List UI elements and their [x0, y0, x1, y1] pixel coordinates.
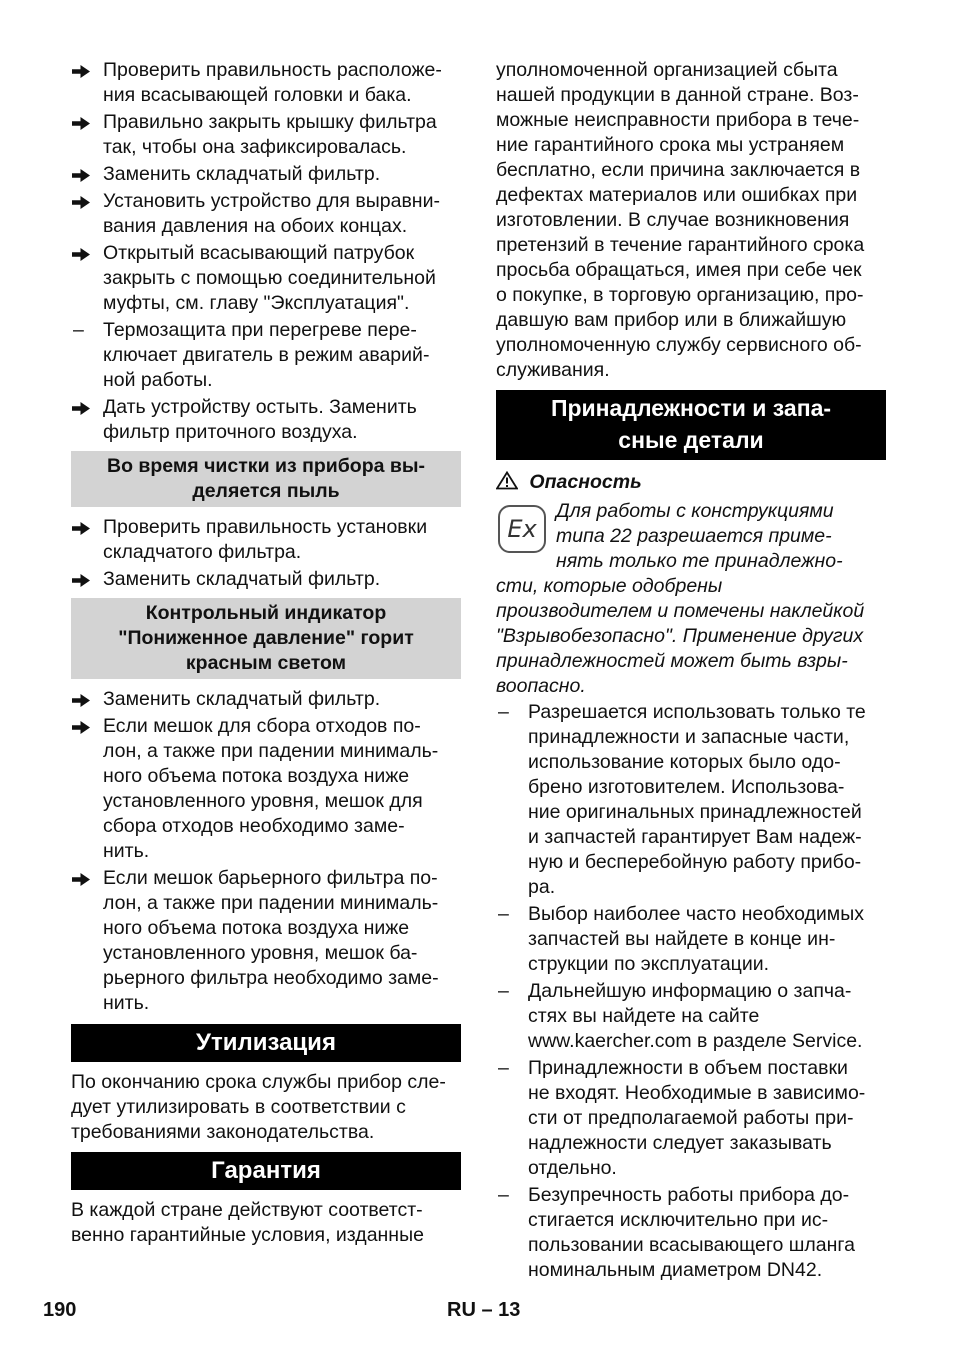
danger-note	[496, 499, 886, 699]
list-item-line: и запчастей гарантирует Вам надеж-	[528, 826, 862, 848]
list-item	[496, 1183, 886, 1283]
text-line: принадлежностей может быть взры-	[496, 650, 848, 672]
text-line: По окончанию срока службы прибор сле-	[71, 1071, 446, 1093]
list-item-line: рьерного фильтра необходимо заме-	[103, 967, 439, 989]
text-line: давшую вам прибор или в ближайшую	[496, 309, 847, 331]
list-item-line: муфты, см. главу "Эксплуатация".	[103, 292, 410, 314]
list-item-line: надлежности следует заказывать	[528, 1132, 832, 1154]
text-line: изготовлении. В случае возникновения	[496, 209, 850, 231]
list-checks-3	[71, 687, 461, 1016]
list-item	[71, 687, 461, 712]
list-item	[71, 395, 461, 445]
list-item-line: установленного уровня, мешок для	[103, 790, 423, 812]
list-item-line: нить.	[103, 840, 150, 862]
section-page-label: RU – 13	[447, 1299, 521, 1321]
list-item-line: www.kaercher.com в разделе Service.	[528, 1030, 863, 1052]
arrow-right-icon	[71, 515, 99, 536]
dash-bullet-icon: –	[498, 903, 509, 925]
arrow-right-icon	[71, 567, 99, 588]
text-line: Принадлежности и запа-	[550, 395, 832, 421]
list-item-line: Проверить правильность расположе-	[103, 59, 442, 81]
text-line: служивания.	[496, 359, 610, 381]
list-checks-2	[71, 515, 461, 592]
text-line: сти, которые одобрены	[496, 575, 723, 597]
list-item-line: принадлежности и запасные части,	[528, 726, 850, 748]
list-item-line: брено изготовителем. Использова-	[528, 776, 845, 798]
danger-label: Опасность	[529, 471, 642, 493]
text-line: венно гарантийные условия, изданные	[71, 1224, 424, 1246]
text-line: ние гарантийного срока мы устраняем	[496, 134, 845, 156]
text-line: сные детали	[618, 427, 764, 453]
text-line: производителем и помечены наклейкой	[496, 600, 865, 622]
arrow-right-icon	[71, 866, 99, 887]
text-line: просьба обращаться, имея при себе чек	[496, 259, 862, 281]
list-item-line: лон, а также при падении минималь-	[103, 892, 439, 914]
list-item-line: пользовании всасывающего шланга	[528, 1234, 855, 1256]
danger-text	[496, 574, 886, 699]
section-title-accessories	[496, 390, 886, 460]
danger-heading	[496, 470, 886, 495]
arrow-right-icon	[71, 162, 99, 183]
heading-dust	[71, 451, 461, 507]
warranty-text	[71, 1198, 461, 1248]
list-item-line: использование которых было одо-	[528, 751, 841, 773]
list-checks-1	[71, 58, 461, 445]
disposal-text	[71, 1070, 461, 1145]
list-item	[71, 110, 461, 160]
list-item-line: Заменить складчатый фильтр.	[103, 688, 381, 710]
warranty-text-continued	[496, 58, 886, 383]
text-line: дует утилизировать в соответствии с	[71, 1096, 406, 1118]
list-item	[71, 58, 461, 108]
left-column	[71, 58, 461, 1248]
text-line: уполномоченной организацией сбыта	[496, 59, 838, 81]
list-item	[496, 902, 886, 977]
warning-triangle-icon	[496, 471, 523, 493]
dash-bullet-icon: –	[73, 319, 84, 341]
list-item-line: Дать устройству остыть. Заменить	[103, 396, 417, 418]
list-item-line: фильтр приточного воздуха.	[103, 421, 358, 443]
list-item-line: стигается исключительно при ис-	[528, 1209, 829, 1231]
list-item-line: ния всасывающей головки и бака.	[103, 84, 412, 106]
list-item-line: установленного уровня, мешок ба-	[103, 942, 418, 964]
list-item-line: ной работы.	[103, 369, 213, 391]
list-item-line: Правильно закрыть крышку фильтра	[103, 111, 437, 133]
list-item	[71, 567, 461, 592]
list-item	[496, 979, 886, 1054]
list-item-line: Проверить правильность установки	[103, 516, 428, 538]
text-line: Контрольный индикатор	[145, 602, 387, 624]
text-line: Для работы с конструкциями	[556, 500, 834, 522]
list-item-line: Открытый всасывающий патрубок	[103, 242, 415, 264]
text-line: деляется пыль	[192, 480, 340, 502]
text-line: "Взрывобезопасно". Применение других	[496, 625, 864, 647]
list-item	[71, 515, 461, 565]
text-line: уполномоченную службу сервисного об-	[496, 334, 862, 356]
arrow-right-icon	[71, 395, 99, 416]
arrow-right-icon	[71, 110, 99, 131]
heading-low-pressure-indicator	[71, 598, 461, 679]
text-line: нашей продукции в данной стране. Воз-	[496, 84, 859, 106]
arrow-right-icon	[71, 714, 99, 735]
list-item-line: лон, а также при падении минималь-	[103, 740, 439, 762]
text-line: требованиями законодательства.	[71, 1121, 375, 1143]
list-item-line: ключает двигатель в режим аварий-	[103, 344, 430, 366]
list-item-line: Если мешок для сбора отходов по-	[103, 715, 421, 737]
list-item-line: Выбор наиболее часто необходимых	[528, 903, 864, 925]
list-item-line: сти от предполагаемой работы при-	[528, 1107, 854, 1129]
list-item-line: номинальным диаметром DN42.	[528, 1259, 823, 1281]
text-line: можные неисправности прибора в тече-	[496, 109, 860, 131]
text-line: "Пониженное давление" горит	[118, 627, 414, 649]
list-item-line: запчастей вы найдете в конце ин-	[528, 928, 836, 950]
text-line: В каждой стране действуют соответст-	[71, 1199, 423, 1221]
list-item-line: складчатого фильтра.	[103, 541, 302, 563]
list-item-line: стях вы найдете на сайте	[528, 1005, 760, 1027]
dash-bullet-icon: –	[498, 980, 509, 1002]
list-item-line: струкции по эксплуатации.	[528, 953, 770, 975]
text-line: типа 22 разрешается приме-	[556, 525, 832, 547]
section-title-warranty: Гарантия	[71, 1152, 461, 1190]
text-line: Во время чистки из прибора вы-	[106, 455, 426, 477]
section-title-disposal: Утилизация	[71, 1024, 461, 1062]
list-item-line: Заменить складчатый фильтр.	[103, 163, 381, 185]
list-item-line: Безупречность работы прибора до-	[528, 1184, 850, 1206]
list-item-line: нить.	[103, 992, 150, 1014]
dash-bullet-icon: –	[498, 1184, 509, 1206]
list-item	[71, 714, 461, 864]
list-item-line: закрыть с помощью соединительной	[103, 267, 436, 289]
page-number: 190	[43, 1299, 77, 1321]
list-item-line: Установить устройство для выравни-	[103, 190, 440, 212]
arrow-right-icon	[71, 189, 99, 210]
list-item	[496, 700, 886, 900]
dash-bullet-icon: –	[498, 1057, 509, 1079]
list-item	[496, 1056, 886, 1181]
list-item-line: вания давления на обоих концах.	[103, 215, 408, 237]
list-item-line: отдельно.	[528, 1157, 617, 1179]
list-item	[71, 162, 461, 187]
list-item-line: Если мешок барьерного фильтра по-	[103, 867, 438, 889]
list-item-line: ного объема потока воздуха ниже	[103, 917, 410, 939]
list-item-line: ние оригинальных принадлежностей	[528, 801, 862, 823]
text-line: дефектах материалов или ошибках при	[496, 184, 858, 206]
text-line: о покупке, в торговую организацию, про-	[496, 284, 864, 306]
list-item-line: ра.	[528, 876, 556, 898]
list-item-line: Дальнейшую информацию о запча-	[528, 980, 852, 1002]
list-item	[71, 241, 461, 316]
list-item	[71, 866, 461, 1016]
arrow-right-icon	[71, 687, 99, 708]
danger-text-wrapped	[496, 499, 886, 574]
list-item	[71, 318, 461, 393]
list-item-line: так, чтобы она зафиксировалась.	[103, 136, 407, 158]
right-column	[496, 58, 886, 1283]
list-item-line: Термозащита при перегреве пере-	[103, 319, 417, 341]
list-accessories-notes	[496, 700, 886, 1283]
text-line: претензий в течение гарантийного срока	[496, 234, 865, 256]
dash-bullet-icon: –	[498, 701, 509, 723]
list-item-line: Принадлежности в объем поставки	[528, 1057, 848, 1079]
explosion-proof-ex-icon: Ex	[498, 505, 546, 553]
text-line: красным светом	[185, 652, 347, 674]
list-item-line: Разрешается использовать только те	[528, 701, 866, 723]
list-item-line: ного объема потока воздуха ниже	[103, 765, 410, 787]
list-item-line: сбора отходов необходимо заме-	[103, 815, 405, 837]
arrow-right-icon	[71, 58, 99, 79]
text-line: воопасно.	[496, 675, 586, 697]
list-item-line: Заменить складчатый фильтр.	[103, 568, 381, 590]
text-line: бесплатно, если причина заключается в	[496, 159, 861, 181]
list-item-line: ную и бесперебойную работу прибо-	[528, 851, 862, 873]
list-item	[71, 189, 461, 239]
list-item-line: не входят. Необходимые в зависимо-	[528, 1082, 866, 1104]
text-line: нять только те принадлежно-	[556, 550, 843, 572]
arrow-right-icon	[71, 241, 99, 262]
